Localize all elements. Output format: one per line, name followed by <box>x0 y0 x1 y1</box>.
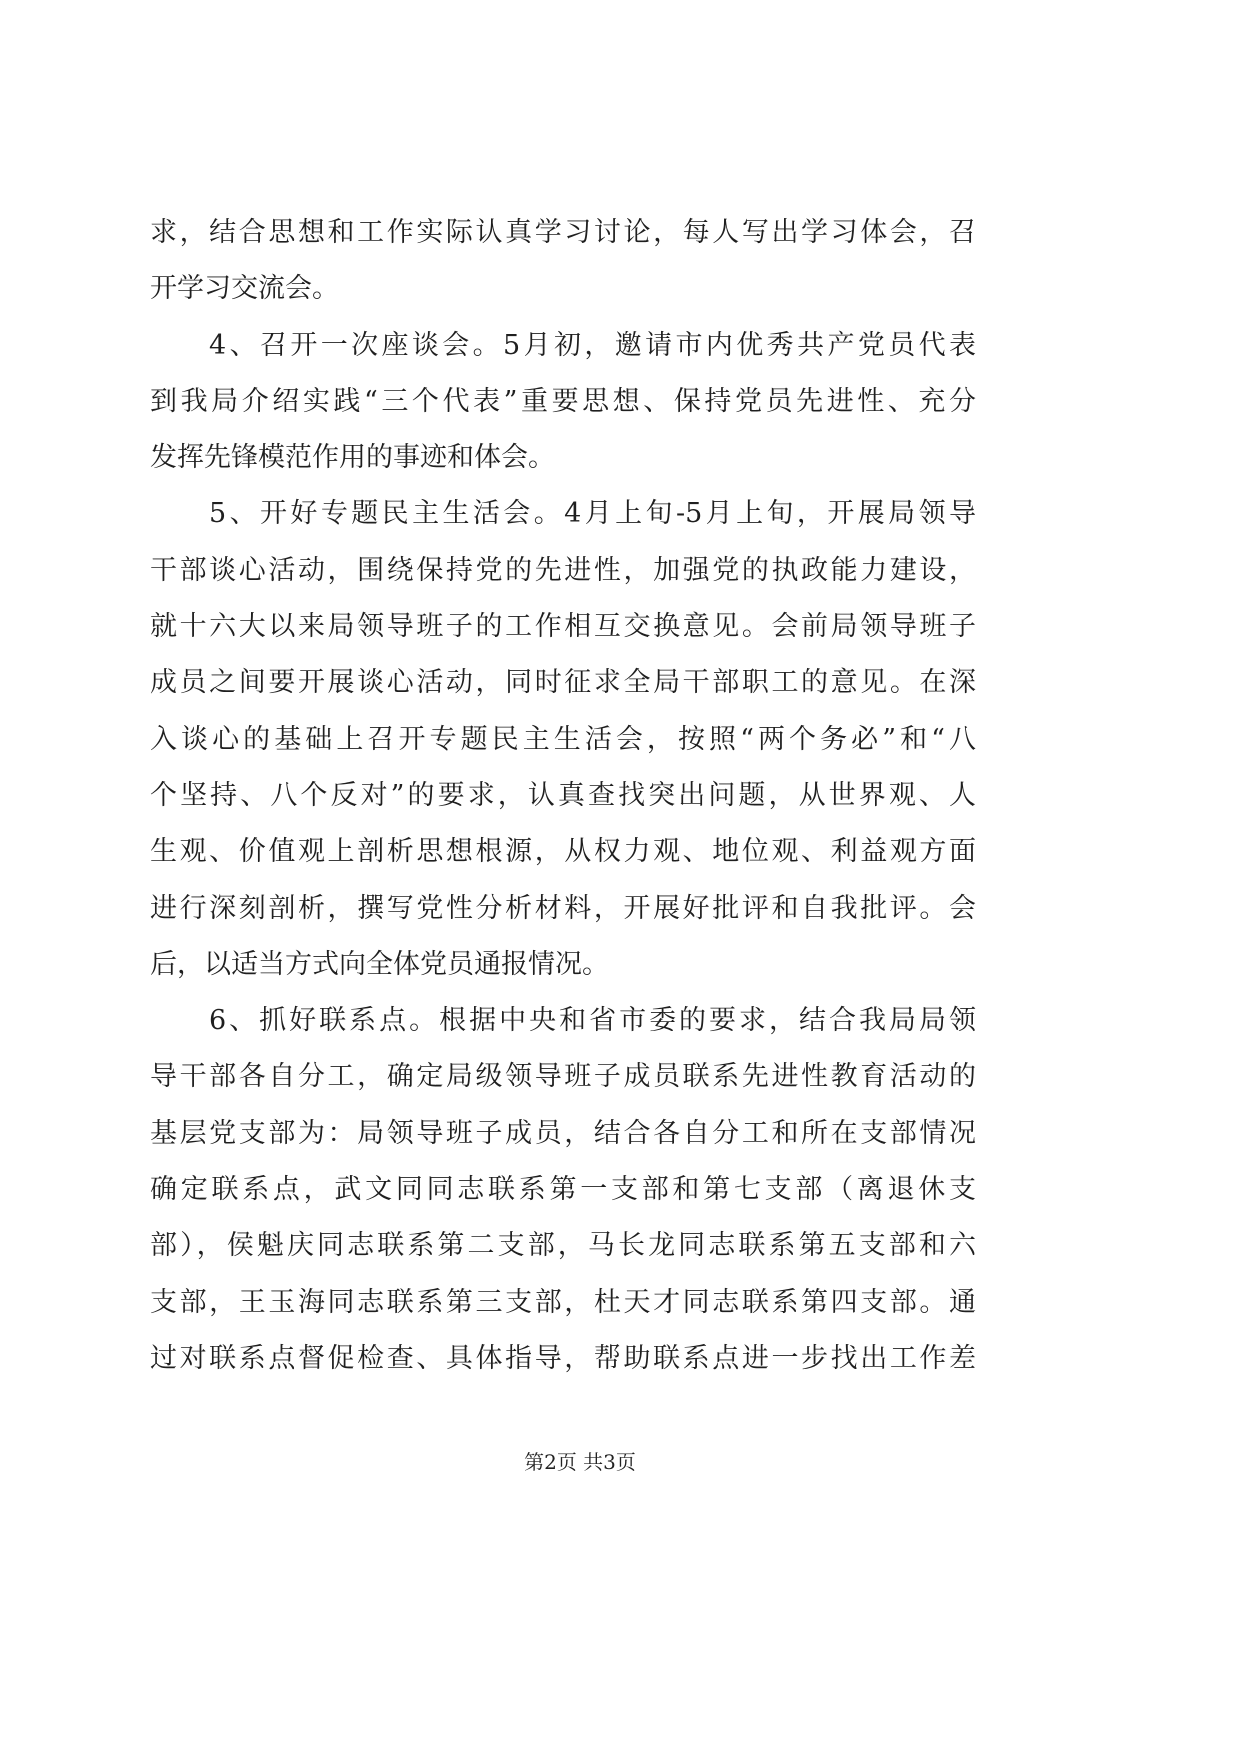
text-line: 就十六大以来局领导班子的工作相互交换意见。会前局领导班子 <box>150 611 976 643</box>
paragraph-item-4 <box>150 318 976 487</box>
page-number-footer: 第2页 共3页 <box>524 1450 636 1474</box>
text-line: 求，结合思想和工作实际认真学习讨论，每人写出学习体会，召 <box>150 217 976 248</box>
paragraph-item-6 <box>150 993 976 1387</box>
text-line: 支部，王玉海同志联系第三支部，杜天才同志联系第四支部。通 <box>150 1286 976 1318</box>
text-line: 确定联系点，武文同同志联系第一支部和第七支部（离退休支 <box>150 1174 976 1206</box>
text-line: 入谈心的基础上召开专题民主生活会，按照“两个务必”和“八 <box>150 723 976 755</box>
text-line: 个坚持、八个反对”的要求，认真查找突出问题，从世界观、人 <box>150 779 976 811</box>
document-body <box>150 205 976 1387</box>
paragraph-item-5 <box>150 486 976 993</box>
text-line: 发挥先锋模范作用的事迹和体会。 <box>150 442 555 474</box>
text-line: 进行深刻剖析，撰写党性分析材料，开展好批评和自我批评。会 <box>150 892 976 924</box>
text-line: 到我局介绍实践“三个代表”重要思想、保持党员先进性、充分 <box>150 385 976 417</box>
text-line: 4、召开一次座谈会。5月初，邀请市内优秀共产党员代表 <box>209 329 976 361</box>
text-line: 导干部各自分工，确定局级领导班子成员联系先进性教育活动的 <box>150 1061 976 1093</box>
text-line: 干部谈心活动，围绕保持党的先进性，加强党的执政能力建设， <box>150 554 976 586</box>
text-line: 5、开好专题民主生活会。4月上旬-5月上旬，开展局领导 <box>209 498 976 530</box>
text-line: 成员之间要开展谈心活动，同时征求全局干部职工的意见。在深 <box>150 667 976 699</box>
text-line: 6、抓好联系点。根据中央和省市委的要求，结合我局局领 <box>209 1005 976 1037</box>
text-line: 生观、价值观上剖析思想根源，从权力观、地位观、利益观方面 <box>150 836 976 868</box>
text-line: 基层党支部为：局领导班子成员，结合各自分工和所在支部情况 <box>150 1117 976 1149</box>
text-line: 开学习交流会。 <box>150 273 339 305</box>
text-line: 过对联系点督促检查、具体指导，帮助联系点进一步找出工作差 <box>150 1342 976 1374</box>
text-line: 部），侯魁庆同志联系第二支部，马长龙同志联系第五支部和六 <box>150 1230 976 1262</box>
text-line: 后，以适当方式向全体党员通报情况。 <box>150 948 609 980</box>
paragraph-continued <box>150 205 976 318</box>
